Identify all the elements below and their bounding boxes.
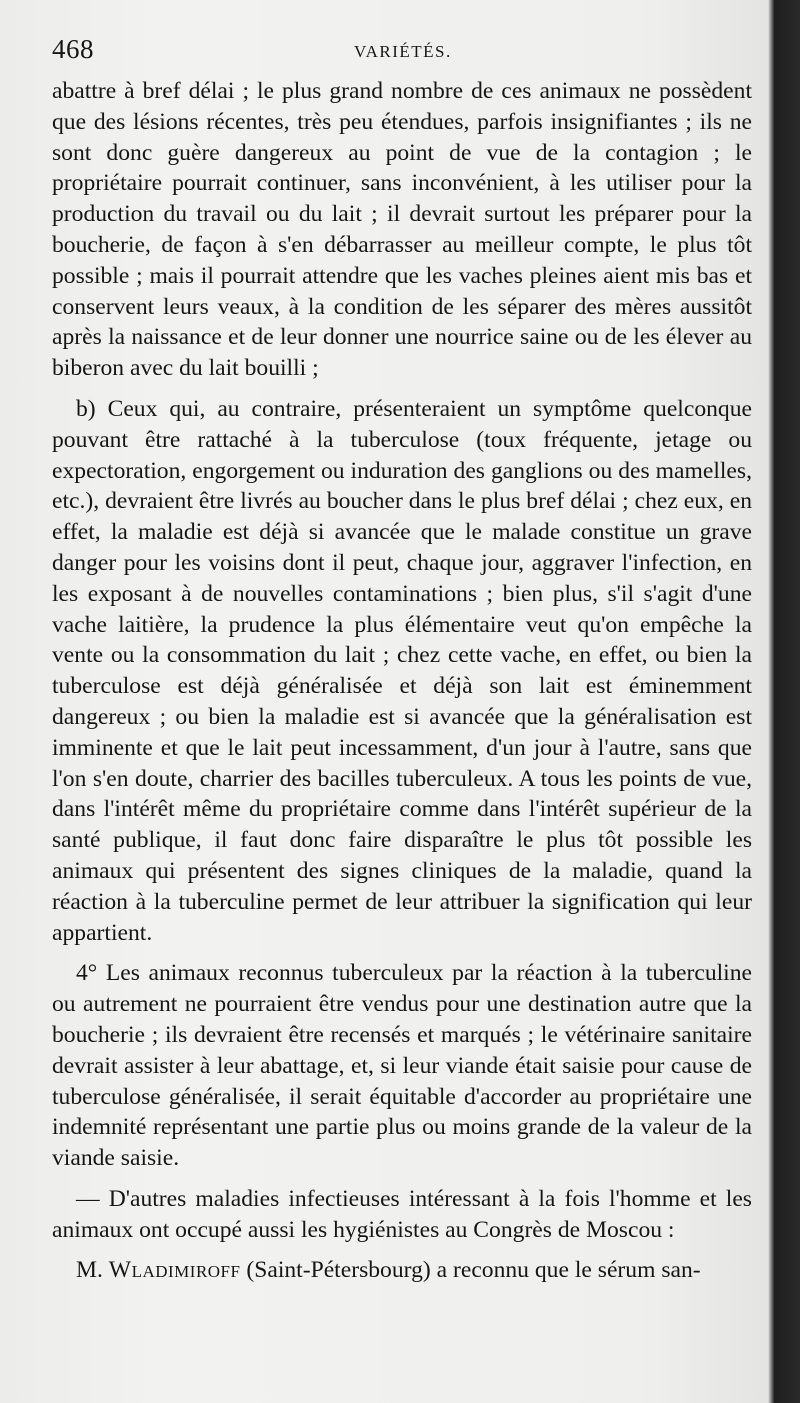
honorific: M. <box>76 1257 103 1284</box>
running-title: VARIÉTÉS. <box>354 42 452 61</box>
author-name: Wladimiroff <box>108 1257 241 1284</box>
page-header <box>52 34 752 74</box>
page-body <box>52 76 752 1296</box>
paragraph-text: (Saint-Pétersbourg) a reconnu que le sérum san- <box>246 1257 701 1284</box>
paragraph-4: 4° Les animaux reconnus tuberculeux par la réaction à la tuberculine ou autrement ne pourraient être vendus pour une destination autre que la boucherie ; ils devraient être recensés et marqués ; le vétérinaire sanitaire devrait assister à leur abattage, et, si leur viande était saisie pour cause de tuberculose généralisée, il serait équitable d'accorder au propriétaire une indemnité représentant une partie plus ou moins grande de la valeur de la viande saisie. <box>52 960 752 1172</box>
paragraph-other-diseases: — D'autres maladies infectieuses intéressant à la fois l'homme et les animaux ont occupé aussi les hygiénistes au Congrès de Moscou : <box>52 1185 752 1243</box>
paragraph-b: b) Ceux qui, au contraire, présenteraient un symptôme quelconque pouvant être rattaché à la tuberculose (toux fréquente, jetage ou expectoration, engorgement ou induration des ganglions ou des mamelles, etc.), devraient être livrés au boucher dans le plus bref délai ; chez eux, en effet, la maladie est déjà si avancée que le malade constitue un grave danger pour les voisins dont il peut, chaque jour, aggraver l'infection, en les exposant à de nouvelles contaminations ; bien plus, s'il s'agit d'une vache laitière, la prudence la plus élémentaire veut qu'on empêche la vente ou la consommation du lait ; chez cette vache, en effet, ou bien la tuberculose est déjà généralisée et déjà son lait est éminemment dangereux ; ou bien la maladie est si avancée que la généralisation est imminente et que le lait peut incessamment, d'un jour à l'autre, sans que l'on s'en doute, charrier des bacilles tuberculeux. A tous les points de vue, dans l'intérêt même du propriétaire comme dans l'intérêt supérieur de la santé publique, il faut donc faire disparaître le plus tôt possible les animaux qui présentent des signes cliniques de la maladie, quand la réaction à la tuberculine permet de leur attribuer la signification qui leur appartient. <box>52 395 752 946</box>
paragraph-wladimiroff <box>52 1255 752 1286</box>
paragraph-continuation: abattre à bref délai ; le plus grand nombre de ces animaux ne possèdent que des lésions récentes, très peu étendues, parfois insignifiantes ; ils ne sont donc guère dangereux au point de vue de la contagion ; le propriétaire pourrait continuer, sans inconvénient, à les utiliser pour la production du travail ou du lait ; il devrait surtout les préparer pour la boucherie, de façon à s'en débarrasser au meilleur compte, le plus tôt possible ; mais il pourrait attendre que les vaches pleines aient mis bas et conservent leurs veaux, à la condition de les séparer des mères aussitôt après la naissance et de leur donner une nourrice saine ou de les élever au biberon avec du lait bouilli ; <box>52 78 752 382</box>
page-number: 468 <box>52 34 94 64</box>
